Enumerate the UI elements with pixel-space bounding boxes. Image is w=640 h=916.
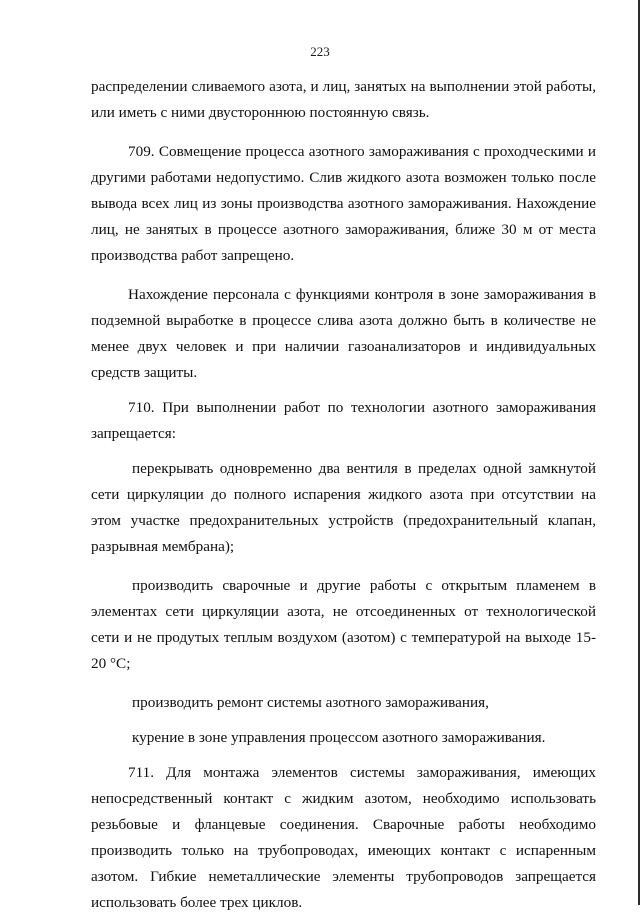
prohibition-item-valves: перекрывать одновременно два вентиля в пределах одной замкнутой сети циркуляции до полного испарения жидкого азота при отсутствии на этом участке предохранительных устройств (предохранительный клапан, разрывная мембрана); [91,460,596,555]
paragraph-711: 711. Для монтажа элементов системы замораживания, имеющих непосредственный контакт с жидким азотом, необходимо использовать резьбовые и фланцевые соединения. Сварочные работы необходимо производить только на трубопроводах, имеющих контакт с испаренным азотом. Гибкие неметаллические элементы трубопроводов запрещается использовать более трех циклов. [91,764,596,911]
paragraph-continuation: распределении сливаемого азота, и лиц, занятых на выполнении этой работы, или иметь с ними двустороннюю постоянную связь. [91,78,596,121]
prohibition-item-welding: производить сварочные и другие работы с открытым пламенем в элементах сети циркуляции азота, не отсоединенных от технологической сети и не продутых теплым воздухом (азотом) с температурой на выходе 15-20 °С; [91,577,596,672]
page-body [91,74,596,916]
paragraph-710: 710. При выполнении работ по технологии азотного замораживания запрещается: [91,399,596,442]
paragraph-personnel-control: Нахождение персонала с функциями контроля в зоне замораживания в подземной выработке в процессе слива азота должно быть в количестве не менее двух человек и при наличии газоанализаторов и индивидуальных средств защиты. [91,286,596,381]
page-number: 223 [310,44,330,59]
prohibition-item-repair: производить ремонт системы азотного замораживания, [132,694,489,711]
prohibition-item-smoking: курение в зоне управления процессом азотного замораживания. [132,729,546,746]
paragraph-709: 709. Совмещение процесса азотного замораживания с проходческими и другими работами недопустимо. Слив жидкого азота возможен только после вывода всех лиц из зоны производства азотного замораживания. Нахождение лиц, не занятых в процессе азотного замораживания, ближе 30 м от места производства работ запрещено. [91,143,596,264]
